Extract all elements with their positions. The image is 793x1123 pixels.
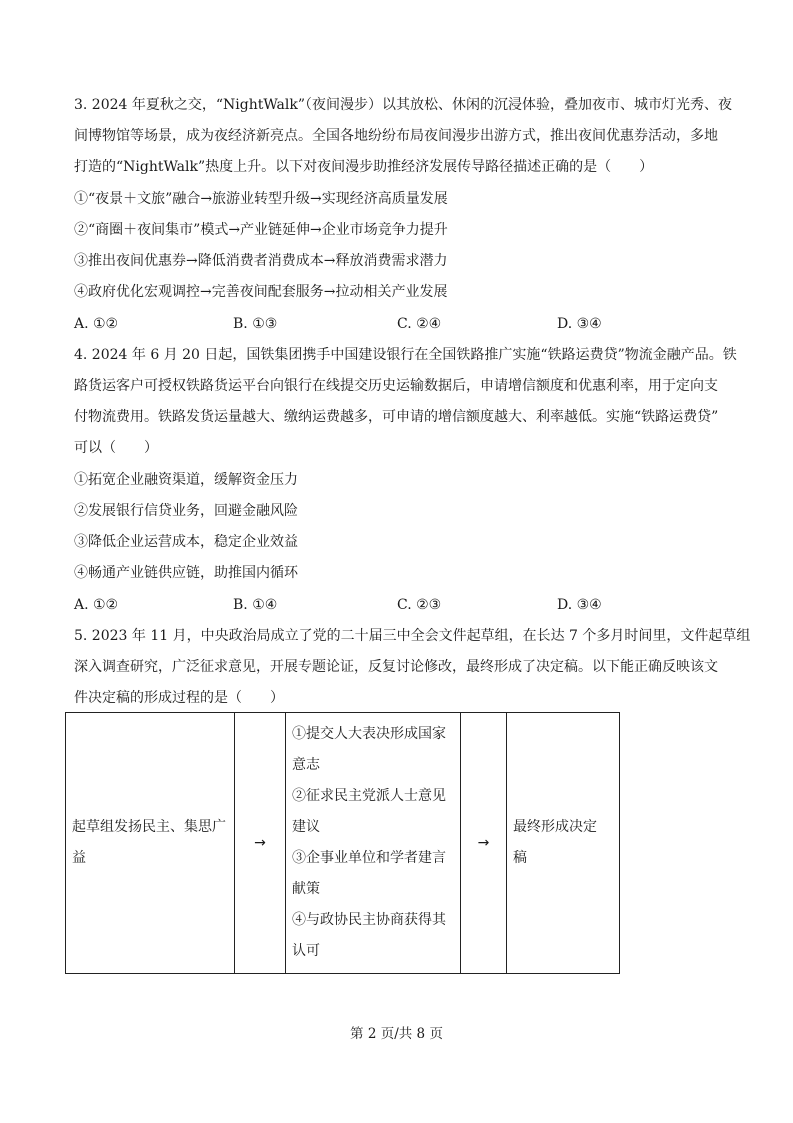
q4-statement-1: ①拓宽企业融资渠道，缓解资金压力	[74, 472, 298, 488]
q5-stem-line-2: 深入调查研究，广泛征求意见，开展专题论证，反复讨论修改，最终形成了决定稿。以下能正确反映该文	[74, 659, 718, 675]
q3-option-d[interactable]: D. ③④	[557, 316, 602, 332]
flow-item-4-line-2: 认可	[292, 943, 320, 959]
flow-start-line-1: 起草组发扬民主、集思广	[72, 819, 226, 835]
q3-option-c[interactable]: C. ②④	[397, 316, 442, 332]
q3-option-a[interactable]: A. ①②	[74, 316, 119, 332]
q3-stem-line-3: 打造的“NightWalk”热度上升。以下对夜间漫步助推经济发展传导路径描述正确的是（ ）	[74, 159, 654, 175]
flow-start-line-2: 益	[72, 850, 86, 866]
q3-statement-3: ③推出夜间优惠券→降低消费者消费成本→释放消费需求潜力	[74, 253, 448, 269]
q5-stem-line-1: 5. 2023 年 11 月，中央政治局成立了党的二十届三中全会文件起草组，在长达 7 个多月时间里，文件起草组	[74, 628, 751, 644]
flow-item-3-line-1: ③企事业单位和学者建言	[292, 850, 446, 866]
flow-end-cell	[507, 713, 620, 974]
q4-stem-line-4: 可以（ ）	[74, 440, 158, 456]
flow-item-1-line-2: 意志	[292, 757, 320, 773]
q4-option-c[interactable]: C. ②③	[397, 597, 442, 613]
flow-item-2-line-1: ②征求民主党派人士意见	[292, 788, 446, 804]
flow-item-1-line-1: ①提交人大表决形成国家	[292, 726, 446, 742]
q3-stem-line-1: 3. 2024 年夏秋之交，“NightWalk”（夜间漫步）以其放松、休闲的沉浸体验，叠加夜市、城市灯光秀、夜	[74, 97, 733, 113]
q3-statement-2: ②“商圈＋夜间集市”模式→产业链延伸→企业市场竞争力提升	[74, 222, 448, 238]
q3-stem-line-2: 间博物馆等场景，成为夜经济新亮点。全国各地纷纷布局夜间漫步出游方式，推出夜间优惠券活动，多地	[74, 128, 718, 144]
flow-start-cell	[66, 713, 235, 974]
q3-option-b[interactable]: B. ①③	[233, 316, 278, 332]
flow-arrow-2: →	[461, 713, 507, 974]
flow-end-line-1: 最终形成决定	[513, 819, 597, 835]
q4-stem-line-3: 付物流费用。铁路发货运量越大、缴纳运费越多，可申请的增信额度越大、利率越低。实施“铁路运费贷”	[74, 409, 719, 425]
q4-statement-2: ②发展银行信贷业务，回避金融风险	[74, 503, 298, 519]
flow-item-4-line-1: ④与政协民主协商获得其	[292, 912, 446, 928]
q5-stem-line-3: 件决定稿的形成过程的是（ ）	[74, 690, 284, 706]
q4-stem-line-2: 路货运客户可授权铁路货运平台向银行在线提交历史运输数据后，申请增信额度和优惠利率，用于定向支	[74, 378, 718, 394]
flow-end-line-2: 稿	[513, 850, 527, 866]
flow-arrow-1: →	[235, 713, 286, 974]
q4-statement-4: ④畅通产业链供应链，助推国内循环	[74, 565, 298, 581]
q3-statement-4: ④政府优化宏观调控→完善夜间配套服务→拉动相关产业发展	[74, 284, 448, 300]
q5-flow-table	[65, 712, 620, 974]
flow-middle-cell	[286, 713, 461, 974]
page-footer: 第 2 页/共 8 页	[350, 1026, 443, 1042]
flow-item-2-line-2: 建议	[292, 819, 320, 835]
q3-statement-1: ①“夜景＋文旅”融合→旅游业转型升级→实现经济高质量发展	[74, 191, 448, 207]
q4-option-d[interactable]: D. ③④	[557, 597, 602, 613]
q4-option-a[interactable]: A. ①②	[74, 597, 119, 613]
flow-item-3-line-2: 献策	[292, 881, 320, 897]
q4-option-b[interactable]: B. ①④	[233, 597, 278, 613]
q4-statement-3: ③降低企业运营成本，稳定企业效益	[74, 534, 298, 550]
q4-stem-line-1: 4. 2024 年 6 月 20 日起，国铁集团携手中国建设银行在全国铁路推广实施“铁路运费贷”物流金融产品。铁	[74, 347, 737, 363]
